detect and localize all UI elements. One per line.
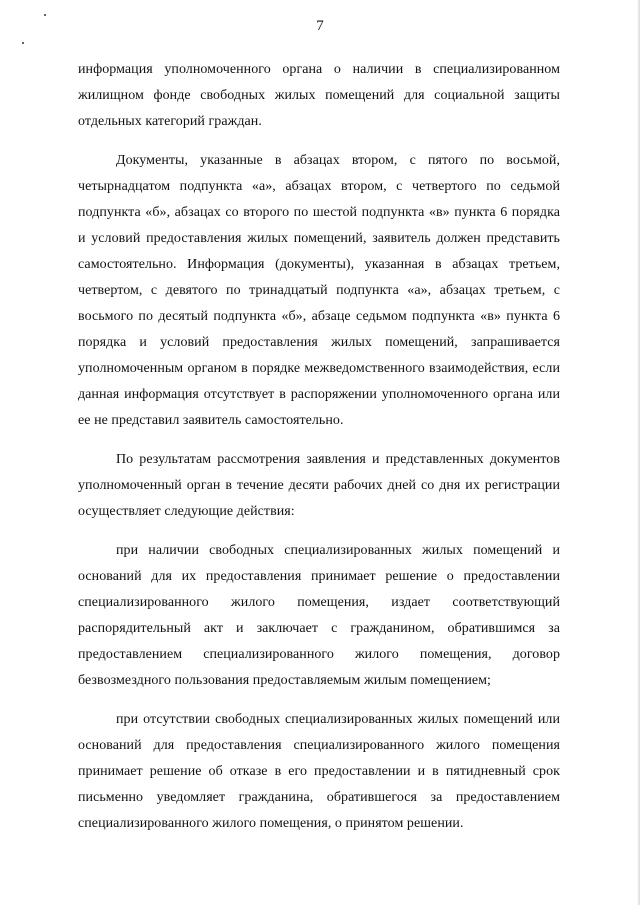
- paragraph-if-unavailable: при отсутствии свободных специализированных жилых помещений или оснований для предоставления специализированного жилого помещения принимает решение об отказе в его предоставлении и в пятидневный срок письменно уведомляет гражданина, обратившегося за предоставлением специализированного жилого помещения, о принятом решении.: [78, 712, 560, 831]
- scan-speck: [44, 14, 46, 16]
- paragraph-if-available: при наличии свободных специализированных жилых помещений и оснований для их предоставления принимает решение о предоставлении специализированного жилого помещения, издает соответствующий распорядительный акт и заключает с гражданином, обратившимся за предоставлением специализированного жилого помещения, договор безвозмездного пользования предоставляемым жилым помещением;: [78, 543, 560, 688]
- document-body: [78, 57, 560, 837]
- scan-speck: [22, 42, 24, 44]
- paragraph-continuation: информация уполномоченного органа о наличии в специализированном жилищном фонде свободных жилых помещений для социальной защиты отдельных категорий граждан.: [78, 62, 560, 129]
- paragraph-review-results: По результатам рассмотрения заявления и представленных документов уполномоченный орган в течение десяти рабочих дней со дня их регистрации осуществляет следующие действия:: [78, 452, 560, 519]
- paragraph-documents: Документы, указанные в абзацах втором, с пятого по восьмой, четырнадцатом подпункта «а», абзацах втором, с четвертого по седьмой подпункта «б», абзацах со второго по шестой подпункта «в» пункта 6 порядка и условий предоставления жилых помещений, заявитель должен представить самостоятельно. Информация (документы), указанная в абзацах третьем, четвертом, с девятого по тринадцатый подпункта «а», абзацах третьем, с восьмого по десятый подпункта «б», абзаце седьмом подпункта «в» пункта 6 порядка и условий предоставления жилых помещений, запрашивается уполномоченным органом в порядке межведомственного взаимодействия, если данная информация отсутствует в распоряжении уполномоченного органа или ее не представил заявитель самостоятельно.: [78, 153, 560, 428]
- page-number: 7: [316, 18, 324, 34]
